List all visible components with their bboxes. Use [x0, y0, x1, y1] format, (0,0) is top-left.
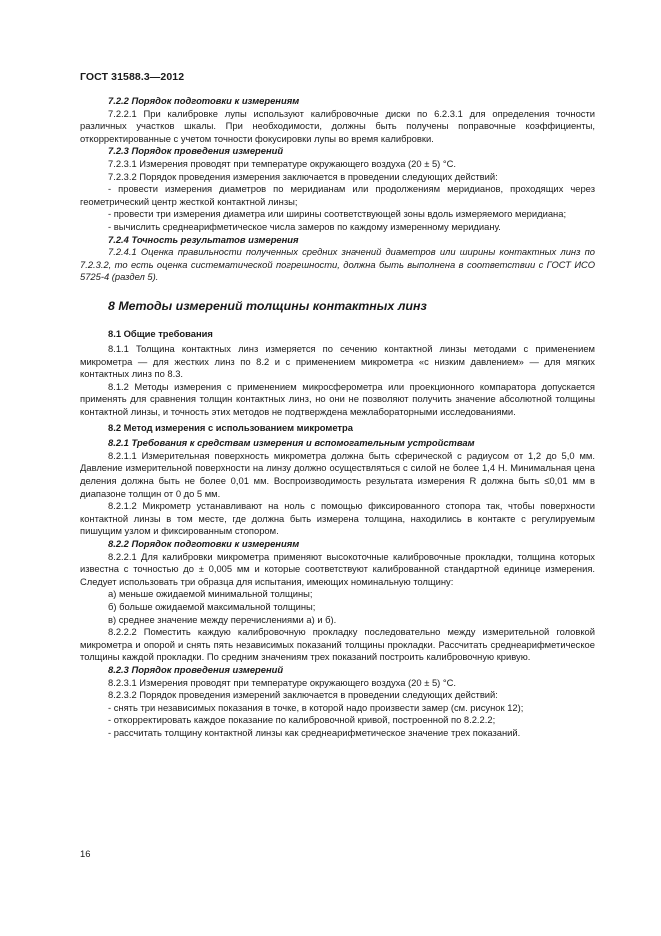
paragraph: 7.2.3.2 Порядок проведения измерения заключается в проведении следующих действий: [108, 170, 498, 182]
list-item: - провести измерения диаметров по меридианам или продолжениям меридианов, проходящих через геометрический центр жесткой контактной линзы; [80, 183, 595, 207]
page-content [80, 95, 595, 740]
subsection-heading: 8.2.1 Требования к средствам измерения и вспомогательным устройствам [108, 437, 475, 449]
subsection-heading: 8.1 Общие требования [108, 327, 213, 339]
subsection-heading: 7.2.2 Порядок подготовки к измерениям [108, 95, 300, 106]
list-item: в) среднее значение между перечислениями а) и б). [108, 613, 337, 625]
section-heading: 8 Методы измерений толщины контактных линз [108, 298, 427, 313]
paragraph: 8.2.1.1 Измерительная поверхность микрометра должна быть сферической с радиусом от 1,2 до 5,0 мм. Давление измерительной поверхности на линзу должно осуществляться с силой не более 1,4 Н. Минимальная цена деления должна быть не более 0,01 мм. Воспроизводимость результата измерения R должна быть ≤0,01 мм в диапазоне толщин от 0 до 5 мм. [80, 449, 595, 499]
list-item: - рассчитать толщину контактной линзы как среднеарифметическое значение трех показаний. [108, 726, 521, 738]
page-number: 16 [80, 848, 91, 859]
paragraph: 7.2.2.1 При калибровке лупы используют калибровочные диски по 6.2.3.1 для определения точности различных участков шкалы. При необходимости, должны быть получены поправочные коэффициенты, откорректированные с учетом точности фокусировки лупы во время калибровки. [80, 107, 595, 144]
list-item: а) меньше ожидаемой минимальной толщины; [108, 588, 313, 600]
list-item: - снять три независимых показания в точке, в которой надо произвести замер (см. рисунок 12); [108, 701, 524, 713]
subsection-heading: 8.2 Метод измерения с использованием микрометра [108, 421, 353, 433]
list-item: - провести три измерения диаметра или ширины соответствующей зоны вдоль измеряемого меридиана; [108, 208, 567, 220]
list-item: б) больше ожидаемой максимальной толщины; [108, 600, 316, 612]
subsection-heading: 7.2.4 Точность результатов измерения [108, 233, 299, 245]
paragraph: 8.2.2.2 Поместить каждую калибровочную прокладку последовательно между измерительной головкой микрометра и опорой и снять пять независимых показаний толщины прокладки. Рассчитать среднеарифметическое толщины каждой прокладки. По средним значениям трех показаний построить калибровочную кривую. [80, 626, 595, 663]
paragraph: 7.2.4.1 Оценка правильности полученных средних значений диаметров или ширины контактных линз по 7.2.3.2, то есть оценка систематической погрешности, должна быть выполнена в соответствии с ГОСТ ИСО 5725-4 (раздел 5). [80, 246, 595, 283]
paragraph: 8.1.1 Толщина контактных линз измеряется по сечению контактной линзы методами с применением микрометра — для жестких линз по 8.2 и с применением микрометра «с низким давлением» — для мягких контактных линз по 8.3. [80, 343, 595, 380]
subsection-heading: 8.2.3 Порядок проведения измерений [108, 663, 284, 675]
paragraph: 8.2.3.1 Измерения проводят при температуре окружающего воздуха (20 ± 5) °С. [108, 676, 457, 688]
paragraph: 8.1.2 Методы измерения с применением микросферометра или проекционного компаратора допускается применять для сравнения толщин контактных линз, но они не позволяют получить значение абсолютной толщины контактной линзы, и точность этих методов не подтверждена межлабораторными исследованиями. [80, 380, 595, 418]
subsection-heading: 8.2.2 Порядок подготовки к измерениям [108, 538, 300, 549]
list-item: - вычислить среднеарифметическое числа замеров по каждому измеренному меридиану. [108, 220, 501, 232]
paragraph: 8.2.3.2 Порядок проведения измерений заключается в проведении следующих действий: [108, 689, 498, 701]
paragraph: 8.2.2.1 Для калибровки микрометра применяют высокоточные калибровочные прокладки, толщина которых известна с точностью до ± 0,005 мм и которые соответствуют калиброванной стандартной единице измерения. Следует использовать три образца для испытания, имеющих номинальную толщину: [80, 550, 595, 587]
subsection-heading: 7.2.3 Порядок проведения измерений [108, 145, 284, 157]
standard-header: ГОСТ 31588.3—2012 [80, 71, 185, 83]
list-item: - откорректировать каждое показание по калибровочной кривой, построенной по 8.2.2.2; [108, 714, 496, 726]
paragraph: 7.2.3.1 Измерения проводят при температуре окружающего воздуха (20 ± 5) °С. [108, 157, 457, 169]
paragraph: 8.2.1.2 Микрометр устанавливают на ноль с помощью фиксированного стопора так, чтобы поверхности контактной линзы в том месте, где должна быть измерена толщина, находились в контакте с регулируемым пишущим узлом и фиксированным стопором. [80, 500, 595, 537]
